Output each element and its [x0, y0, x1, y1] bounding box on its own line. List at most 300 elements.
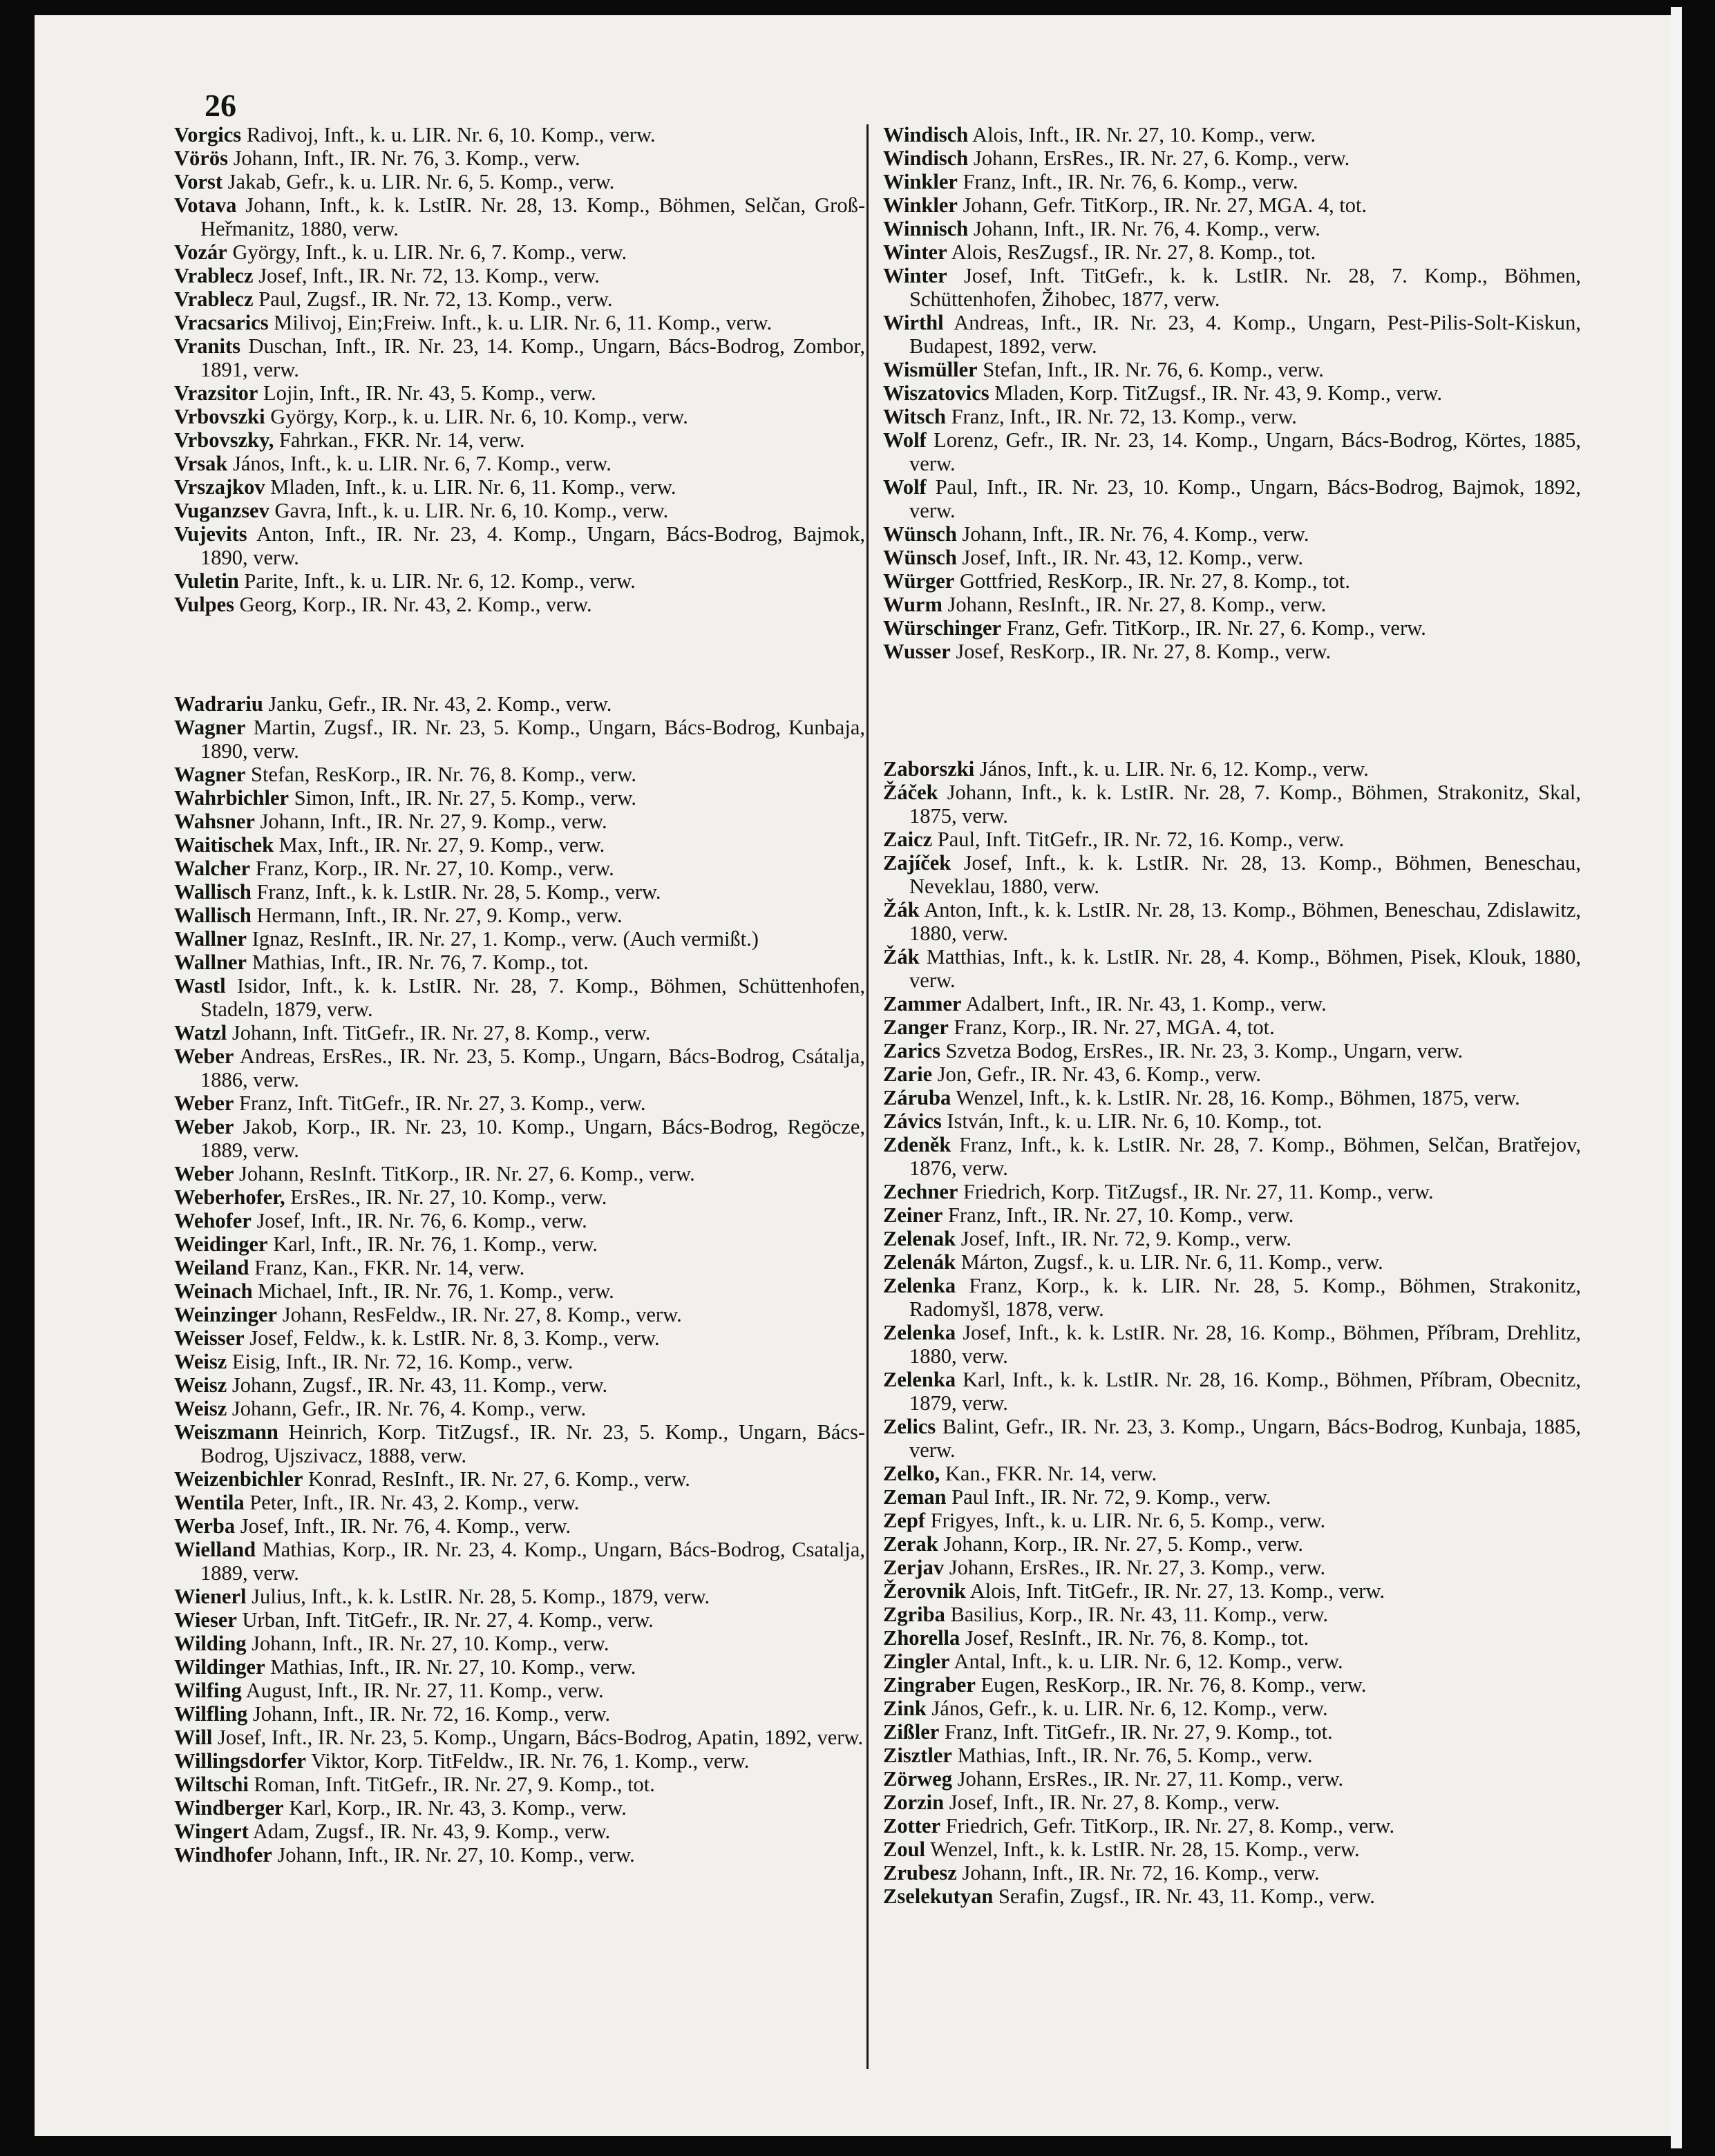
entry-surname: Willingsdorfer: [174, 1749, 306, 1773]
entry-surname: Weinach: [174, 1279, 253, 1303]
casualty-entry: [174, 381, 865, 405]
entry-surname: Winkler: [883, 170, 958, 193]
entry-surname: Wilfing: [174, 1679, 242, 1702]
entry-details: Max, Inft., IR. Nr. 27, 9. Komp., verw.: [274, 833, 605, 857]
entry-details: Mathias, Korp., IR. Nr. 23, 4. Komp., Ungarn, Bács-Bodrog, Csatalja, 1889, verw.: [200, 1538, 865, 1585]
entry-details: János, Inft., k. u. LIR. Nr. 6, 7. Komp., verw.: [227, 452, 612, 475]
entry-details: Franz, Inft., IR. Nr. 76, 6. Komp., verw.: [957, 170, 1298, 193]
entry-details: Eisig, Inft., IR. Nr. 72, 16. Komp., verw.: [227, 1350, 574, 1373]
right-column: [883, 123, 1581, 1908]
entry-details: Matthias, Inft., k. k. LstIR. Nr. 28, 4. Komp., Böhmen, Pisek, Klouk, 1880, verw.: [909, 945, 1581, 992]
entry-surname: Wusser: [883, 640, 951, 663]
entry-surname: Vrablecz: [174, 264, 254, 287]
casualty-entry: [883, 1462, 1581, 1485]
casualty-entry: [174, 1420, 865, 1467]
entry-surname: Wurm: [883, 593, 942, 616]
casualty-entry: [174, 1185, 865, 1209]
casualty-entry: [883, 828, 1581, 851]
entry-details: Jakab, Gefr., k. u. LIR. Nr. 6, 5. Komp., verw.: [222, 170, 615, 193]
casualty-entry: [883, 1415, 1581, 1462]
entry-details: Johann, Inft., IR. Nr. 27, 10. Komp., verw.: [272, 1843, 635, 1867]
casualty-entry: [174, 1796, 865, 1820]
entry-surname: Zrubesz: [883, 1861, 957, 1885]
entry-details: Johann, Inft., IR. Nr. 72, 16. Komp., verw.: [956, 1861, 1320, 1885]
casualty-entry: [883, 546, 1581, 569]
entry-details: Johann, Inft., IR. Nr. 76, 4. Komp., verw.: [956, 522, 1309, 546]
casualty-entry: [174, 1209, 865, 1232]
entry-details: Josef, Inft. TitGefr., k. k. LstIR. Nr. 28, 7. Komp., Böhmen, Schüttenhofen, Žihobec, 1877, verw.: [909, 264, 1581, 311]
casualty-entry: [883, 193, 1581, 217]
casualty-entry: [883, 1180, 1581, 1203]
entry-surname: Weber: [174, 1044, 234, 1068]
entry-surname: Weidinger: [174, 1232, 268, 1256]
entry-surname: Zorzin: [883, 1791, 945, 1814]
entry-surname: Winter: [883, 240, 947, 264]
casualty-entry: [883, 358, 1581, 381]
casualty-entry: [174, 405, 865, 428]
casualty-entry: [174, 1749, 865, 1773]
casualty-entry: [174, 593, 865, 616]
entry-details: Julius, Inft., k. k. LstIR. Nr. 28, 5. Komp., 1879, verw.: [246, 1585, 710, 1608]
entry-surname: Wahrbichler: [174, 786, 290, 810]
entry-surname: Wünsch: [883, 546, 957, 569]
entry-details: Anton, Inft., IR. Nr. 23, 4. Komp., Ungarn, Bács-Bodrog, Bajmok, 1890, verw.: [200, 522, 865, 569]
casualty-entry: [883, 428, 1581, 475]
entry-surname: Vozár: [174, 240, 227, 264]
entry-details: Alois, Inft., IR. Nr. 27, 10. Komp., verw.: [968, 123, 1316, 146]
entry-details: Konrad, ResInft., IR. Nr. 27, 6. Komp., verw.: [303, 1467, 690, 1491]
casualty-entry: [883, 781, 1581, 828]
casualty-entry: [174, 692, 865, 716]
entry-surname: Wiszatovics: [883, 381, 989, 405]
page-edge-strip: [1671, 7, 1682, 2148]
entry-details: Karl, Korp., IR. Nr. 43, 3. Komp., verw.: [283, 1796, 627, 1820]
entry-surname: Weber: [174, 1091, 234, 1115]
entry-details: Johann, Inft. TitGefr., IR. Nr. 27, 8. Komp., verw.: [227, 1021, 651, 1044]
entry-details: Andreas, Inft., IR. Nr. 23, 4. Komp., Ungarn, Pest-Pilis-Solt-Kiskun, Budapest, 1892, verw.: [909, 311, 1581, 358]
entry-surname: Zdeněk: [883, 1133, 951, 1156]
column-divider: [866, 124, 869, 2069]
entry-details: Janku, Gefr., IR. Nr. 43, 2. Komp., verw.: [263, 692, 612, 716]
entry-details: Johann, Korp., IR. Nr. 27, 5. Komp., verw.: [938, 1532, 1303, 1556]
entry-details: Mathias, Inft., IR. Nr. 27, 10. Komp., verw.: [265, 1655, 636, 1679]
entry-surname: Wünsch: [883, 522, 957, 546]
entry-surname: Vörös: [174, 146, 228, 170]
entry-details: Adam, Zugsf., IR. Nr. 43, 9. Komp., verw.: [248, 1820, 611, 1843]
casualty-entry: [174, 1115, 865, 1162]
entry-details: Josef, ResKorp., IR. Nr. 27, 8. Komp., verw.: [950, 640, 1332, 663]
casualty-entry: [174, 1397, 865, 1420]
entry-surname: Záruba: [883, 1086, 951, 1109]
casualty-entry: [174, 763, 865, 786]
casualty-entry: [883, 381, 1581, 405]
entry-details: Josef, Inft., IR. Nr. 27, 8. Komp., verw.: [944, 1791, 1280, 1814]
casualty-entry: [883, 1885, 1581, 1908]
casualty-entry: [883, 640, 1581, 663]
entry-details: Gottfried, ResKorp., IR. Nr. 27, 8. Komp., tot.: [954, 569, 1351, 593]
entry-surname: Weisz: [174, 1373, 227, 1397]
group-separator: [174, 616, 865, 692]
entry-details: Josef, Feldw., k. k. LstIR. Nr. 8, 3. Komp., verw.: [244, 1326, 660, 1350]
casualty-entry: [174, 1303, 865, 1326]
entry-surname: Vujevits: [174, 522, 247, 546]
entry-surname: Vrszajkov: [174, 475, 265, 499]
entry-details: Josef, Inft., k. k. LstIR. Nr. 28, 16. Komp., Böhmen, Příbram, Drehlitz, 1880, verw.: [909, 1321, 1581, 1368]
casualty-entry: [883, 1039, 1581, 1062]
entry-details: Stefan, Inft., IR. Nr. 76, 6. Komp., verw.: [977, 358, 1324, 381]
casualty-entry: [883, 1109, 1581, 1133]
entry-surname: Windisch: [883, 123, 969, 146]
entry-surname: Zingler: [883, 1650, 950, 1673]
casualty-entry: [174, 240, 865, 264]
entry-details: Franz, Korp., IR. Nr. 27, MGA. 4, tot.: [948, 1015, 1275, 1039]
entry-details: Franz, Inft. TitGefr., IR. Nr. 27, 9. Komp., tot.: [939, 1720, 1333, 1744]
entry-surname: Vorst: [174, 170, 223, 193]
casualty-entry: [174, 1585, 865, 1608]
entry-details: Wenzel, Inft., k. k. LstIR. Nr. 28, 16. Komp., Böhmen, 1875, verw.: [951, 1086, 1520, 1109]
entry-details: Johann, Inft., IR. Nr. 72, 16. Komp., verw.: [247, 1702, 611, 1726]
casualty-entry: [174, 1021, 865, 1044]
entry-details: Franz, Inft., IR. Nr. 72, 13. Komp., verw.: [945, 405, 1297, 428]
entry-surname: Winkler: [883, 193, 958, 217]
entry-surname: Wieser: [174, 1608, 237, 1632]
entry-details: Johann, Inft., IR. Nr. 27, 9. Komp., verw.: [254, 810, 607, 833]
entry-surname: Zarie: [883, 1062, 933, 1086]
entry-surname: Zammer: [883, 992, 962, 1015]
casualty-entry: [883, 1532, 1581, 1556]
entry-surname: Weisser: [174, 1326, 245, 1350]
casualty-entry: [174, 522, 865, 569]
entry-surname: Vuletin: [174, 569, 239, 593]
casualty-entry: [883, 593, 1581, 616]
casualty-entry: [883, 1321, 1581, 1368]
entry-surname: Wolf: [883, 428, 927, 452]
entry-surname: Zechner: [883, 1180, 958, 1203]
entry-surname: Weisz: [174, 1350, 227, 1373]
entry-surname: Wehofer: [174, 1209, 252, 1232]
entry-details: Johann, Gefr., IR. Nr. 76, 4. Komp., verw.: [227, 1397, 587, 1420]
casualty-entry: [174, 1632, 865, 1655]
casualty-entry: [174, 264, 865, 287]
casualty-entry: [883, 1720, 1581, 1744]
entry-surname: Zelenka: [883, 1368, 956, 1391]
entry-surname: Weber: [174, 1162, 234, 1185]
entry-surname: Zink: [883, 1697, 927, 1720]
entry-details: Josef, Inft., k. k. LstIR. Nr. 28, 13. Komp., Böhmen, Beneschau, Neveklau, 1880, verw.: [909, 851, 1581, 898]
casualty-entry: [883, 1861, 1581, 1885]
casualty-entry: [883, 1556, 1581, 1579]
casualty-entry: [174, 193, 865, 240]
entry-details: August, Inft., IR. Nr. 27, 11. Komp., verw.: [241, 1679, 604, 1702]
entry-surname: Žák: [883, 945, 920, 969]
entry-details: Johann, ErsRes., IR. Nr. 27, 11. Komp., verw.: [951, 1767, 1344, 1791]
entry-details: Josef, Inft., IR. Nr. 23, 5. Komp., Ungarn, Bács-Bodrog, Apatin, 1892, verw.: [212, 1726, 864, 1749]
entry-surname: Windisch: [883, 146, 969, 170]
entry-surname: Vulpes: [174, 593, 235, 616]
entry-details: Milivoj, Ein;Freiw. Inft., k. u. LIR. Nr. 6, 11. Komp., verw.: [268, 311, 773, 334]
entry-surname: Závics: [883, 1109, 942, 1133]
entry-group-v: [174, 123, 865, 616]
entry-surname: Wallisch: [174, 904, 252, 927]
casualty-entry: [883, 1368, 1581, 1415]
casualty-entry: [174, 1091, 865, 1115]
entry-surname: Wahsner: [174, 810, 255, 833]
entry-surname: Wismüller: [883, 358, 978, 381]
entry-surname: Wagner: [174, 716, 246, 739]
entry-details: Johann, Inft., IR. Nr. 27, 10. Komp., verw.: [246, 1632, 609, 1655]
entry-details: Parite, Inft., k. u. LIR. Nr. 6, 12. Komp., verw.: [238, 569, 636, 593]
entry-surname: Vorgics: [174, 123, 242, 146]
entry-surname: Will: [174, 1726, 213, 1749]
entry-surname: Votava: [174, 193, 237, 217]
entry-surname: Walcher: [174, 857, 251, 880]
entry-details: Georg, Korp., IR. Nr. 43, 2. Komp., verw.: [234, 593, 592, 616]
entry-details: Johann, Inft., IR. Nr. 76, 4. Komp., verw.: [968, 217, 1320, 240]
entry-details: Josef, ResInft., IR. Nr. 76, 8. Komp., tot.: [960, 1626, 1309, 1650]
group-separator: [883, 663, 1581, 757]
casualty-entry: [883, 898, 1581, 945]
entry-details: Balint, Gefr., IR. Nr. 23, 3. Komp., Ungarn, Bács-Bodrog, Kunbaja, 1885, verw.: [909, 1415, 1581, 1462]
entry-details: Peter, Inft., IR. Nr. 43, 2. Komp., verw.: [244, 1491, 580, 1514]
casualty-entry: [883, 1838, 1581, 1861]
entry-details: Frigyes, Inft., k. u. LIR. Nr. 6, 5. Komp., verw.: [925, 1509, 1326, 1532]
entry-details: Johann, Zugsf., IR. Nr. 43, 11. Komp., verw.: [227, 1373, 608, 1397]
entry-details: Viktor, Korp. TitFeldw., IR. Nr. 76, 1. Komp., verw.: [305, 1749, 750, 1773]
entry-details: Karl, Inft., IR. Nr. 76, 1. Komp., verw.: [267, 1232, 598, 1256]
casualty-entry: [883, 1227, 1581, 1250]
casualty-entry: [883, 1673, 1581, 1697]
casualty-entry: [883, 1086, 1581, 1109]
casualty-entry: [174, 1044, 865, 1091]
entry-details: Franz, Kan., FKR. Nr. 14, verw.: [249, 1256, 525, 1279]
entry-surname: Zelenák: [883, 1250, 956, 1274]
entry-details: Martin, Zugsf., IR. Nr. 23, 5. Komp., Ungarn, Bács-Bodrog, Kunbaja, 1890, verw.: [200, 716, 865, 763]
entry-details: Antal, Inft., k. u. LIR. Nr. 6, 12. Komp., verw.: [949, 1650, 1343, 1673]
casualty-entry: [174, 123, 865, 146]
casualty-entry: [883, 616, 1581, 640]
entry-surname: Zaborszki: [883, 757, 975, 781]
entry-details: Paul, Zugsf., IR. Nr. 72, 13. Komp., verw.: [253, 287, 613, 311]
entry-details: Franz, Korp., k. k. LIR. Nr. 28, 5. Komp., Böhmen, Strakonitz, Radomyšl, 1878, verw.: [909, 1274, 1581, 1321]
entry-surname: Würschinger: [883, 616, 1002, 640]
entry-surname: Zotter: [883, 1814, 940, 1838]
entry-surname: Waitischek: [174, 833, 274, 857]
entry-surname: Würger: [883, 569, 955, 593]
casualty-entry: [883, 1485, 1581, 1509]
casualty-entry: [883, 1650, 1581, 1673]
entry-details: Franz, Gefr. TitKorp., IR. Nr. 27, 6. Komp., verw.: [1001, 616, 1426, 640]
entry-details: Urban, Inft. TitGefr., IR. Nr. 27, 4. Komp., verw.: [236, 1608, 654, 1632]
entry-details: Friedrich, Gefr. TitKorp., IR. Nr. 27, 8. Komp., verw.: [940, 1814, 1395, 1838]
entry-surname: Windhofer: [174, 1843, 272, 1867]
entry-details: Paul Inft., IR. Nr. 72, 9. Komp., verw.: [946, 1485, 1271, 1509]
entry-surname: Winter: [883, 264, 947, 287]
entry-details: Johann, ResFeldw., IR. Nr. 27, 8. Komp., verw.: [277, 1303, 682, 1326]
entry-surname: Zhorella: [883, 1626, 960, 1650]
entry-surname: Vuganzsev: [174, 499, 269, 522]
casualty-entry: [883, 1579, 1581, 1603]
casualty-entry: [883, 1250, 1581, 1274]
casualty-entry: [174, 452, 865, 475]
casualty-entry: [174, 1843, 865, 1867]
entry-details: Franz, Inft., IR. Nr. 27, 10. Komp., verw.: [942, 1203, 1294, 1227]
entry-surname: Zselekutyan: [883, 1885, 994, 1908]
entry-surname: Zisztler: [883, 1744, 952, 1767]
entry-details: Lojin, Inft., IR. Nr. 43, 5. Komp., verw.: [258, 381, 596, 405]
entry-details: ErsRes., IR. Nr. 27, 10. Komp., verw.: [285, 1185, 607, 1209]
casualty-entry: [174, 569, 865, 593]
entry-surname: Vrazsitor: [174, 381, 258, 405]
entry-surname: Zelenak: [883, 1227, 956, 1250]
entry-details: Jon, Gefr., IR. Nr. 43, 6. Komp., verw.: [932, 1062, 1261, 1086]
entry-surname: Vrbovszky,: [174, 428, 274, 452]
entry-details: Isidor, Inft., k. k. LstIR. Nr. 28, 7. Komp., Böhmen, Schüttenhofen, Stadeln, 1879, verw.: [200, 974, 865, 1021]
entry-details: Roman, Inft. TitGefr., IR. Nr. 27, 9. Komp., tot.: [248, 1773, 655, 1796]
entry-details: Johann, Inft., k. k. LstIR. Nr. 28, 13. Komp., Böhmen, Selčan, Groß-Heřmanitz, 1880, verw.: [200, 193, 865, 240]
entry-surname: Zelenka: [883, 1274, 956, 1297]
casualty-entry: [883, 405, 1581, 428]
casualty-entry: [883, 170, 1581, 193]
casualty-entry: [174, 974, 865, 1021]
entry-details: Johann, ErsRes., IR. Nr. 27, 6. Komp., verw.: [968, 146, 1350, 170]
entry-surname: Zißler: [883, 1720, 940, 1744]
entry-details: Franz, Inft. TitGefr., IR. Nr. 27, 3. Komp., verw.: [234, 1091, 646, 1115]
entry-details: Eugen, ResKorp., IR. Nr. 76, 8. Komp., verw.: [975, 1673, 1367, 1697]
entry-details: Ignaz, ResInft., IR. Nr. 27, 1. Komp., verw. (Auch vermißt.): [247, 927, 759, 951]
entry-details: Johann, Inft., IR. Nr. 76, 3. Komp., verw.: [227, 146, 580, 170]
casualty-entry: [174, 1162, 865, 1185]
entry-surname: Wingert: [174, 1820, 249, 1843]
entry-details: Johann, ResInft., IR. Nr. 27, 8. Komp., verw.: [942, 593, 1327, 616]
casualty-entry: [174, 287, 865, 311]
casualty-entry: [883, 522, 1581, 546]
entry-surname: Weberhofer,: [174, 1185, 285, 1209]
casualty-entry: [174, 1467, 865, 1491]
casualty-entry: [174, 1373, 865, 1397]
casualty-entry: [883, 1062, 1581, 1086]
casualty-entry: [883, 1274, 1581, 1321]
entry-surname: Zaicz: [883, 828, 933, 851]
entry-details: Serafin, Zugsf., IR. Nr. 43, 11. Komp., verw.: [993, 1885, 1375, 1908]
entry-details: Josef, Inft., IR. Nr. 43, 12. Komp., verw.: [956, 546, 1304, 569]
casualty-entry: [174, 716, 865, 763]
casualty-entry: [883, 1133, 1581, 1180]
casualty-entry: [174, 1514, 865, 1538]
entry-surname: Weisz: [174, 1397, 227, 1420]
casualty-entry: [883, 311, 1581, 358]
entry-surname: Weiszmann: [174, 1420, 278, 1444]
entry-details: Josef, Inft., IR. Nr. 72, 13. Komp., verw.: [253, 264, 600, 287]
entry-details: Johann, ErsRes., IR. Nr. 27, 3. Komp., verw.: [944, 1556, 1326, 1579]
casualty-entry: [883, 240, 1581, 264]
entry-surname: Vrsak: [174, 452, 228, 475]
entry-details: Szvetza Bodog, ErsRes., IR. Nr. 23, 3. Komp., Ungarn, verw.: [940, 1039, 1463, 1062]
entry-group-w: [174, 692, 865, 1867]
entry-surname: Vranits: [174, 334, 241, 358]
entry-surname: Zarics: [883, 1039, 941, 1062]
entry-details: Lorenz, Gefr., IR. Nr. 23, 14. Komp., Ungarn, Bács-Bodrog, Körtes, 1885, verw.: [909, 428, 1581, 475]
page-number: 26: [205, 88, 236, 123]
casualty-entry: [174, 1655, 865, 1679]
casualty-entry: [174, 1608, 865, 1632]
entry-surname: Vrablecz: [174, 287, 254, 311]
entry-details: Alois, Inft. TitGefr., IR. Nr. 27, 13. Komp., verw.: [965, 1579, 1385, 1603]
casualty-entry: [174, 475, 865, 499]
entry-details: Michael, Inft., IR. Nr. 76, 1. Komp., verw.: [252, 1279, 614, 1303]
entry-details: Franz, Inft., k. k. LstIR. Nr. 28, 5. Komp., verw.: [251, 880, 661, 904]
entry-details: Franz, Korp., IR. Nr. 27, 10. Komp., verw.: [250, 857, 614, 880]
casualty-entry: [883, 1767, 1581, 1791]
entry-surname: Wiltschi: [174, 1773, 249, 1796]
casualty-entry: [883, 123, 1581, 146]
casualty-entry: [883, 945, 1581, 992]
casualty-entry: [883, 1814, 1581, 1838]
entry-details: János, Gefr., k. u. LIR. Nr. 6, 12. Komp., verw.: [926, 1697, 1328, 1720]
casualty-entry: [174, 904, 865, 927]
entry-details: Paul, Inft. TitGefr., IR. Nr. 72, 16. Komp., verw.: [932, 828, 1345, 851]
entry-surname: Vracsarics: [174, 311, 269, 334]
entry-details: Márton, Zugsf., k. u. LIR. Nr. 6, 11. Komp., verw.: [956, 1250, 1383, 1274]
entry-details: Friedrich, Korp. TitZugsf., IR. Nr. 27, 11. Komp., verw.: [958, 1180, 1434, 1203]
entry-surname: Wallner: [174, 927, 247, 951]
entry-details: Hermann, Inft., IR. Nr. 27, 9. Komp., verw.: [251, 904, 623, 927]
entry-details: Heinrich, Korp. TitZugsf., IR. Nr. 23, 5. Komp., Ungarn, Bács-Bodrog, Ujszivacz, 1888, verw.: [200, 1420, 865, 1467]
casualty-entry: [174, 311, 865, 334]
entry-details: János, Inft., k. u. LIR. Nr. 6, 12. Komp., verw.: [974, 757, 1369, 781]
casualty-entry: [174, 1538, 865, 1585]
entry-details: Adalbert, Inft., IR. Nr. 43, 1. Komp., verw.: [961, 992, 1327, 1015]
casualty-entry: [174, 1279, 865, 1303]
entry-surname: Weber: [174, 1115, 234, 1138]
entry-surname: Zoul: [883, 1838, 926, 1861]
entry-details: Josef, Inft., IR. Nr. 76, 4. Komp., verw.: [235, 1514, 571, 1538]
entry-details: Kan., FKR. Nr. 14, verw.: [940, 1462, 1157, 1485]
entry-surname: Zepf: [883, 1509, 925, 1532]
casualty-entry: [174, 1679, 865, 1702]
casualty-entry: [174, 857, 865, 880]
entry-surname: Zörweg: [883, 1767, 952, 1791]
casualty-entry: [883, 264, 1581, 311]
entry-surname: Žák: [883, 898, 920, 922]
entry-details: György, Korp., k. u. LIR. Nr. 6, 10. Komp., verw.: [265, 405, 688, 428]
entry-surname: Weizenbichler: [174, 1467, 303, 1491]
casualty-entry: [883, 569, 1581, 593]
entry-details: Franz, Inft., k. k. LstIR. Nr. 28, 7. Komp., Böhmen, Selčan, Bratřejov, 1876, verw.: [909, 1133, 1581, 1180]
entry-details: Fahrkan., FKR. Nr. 14, verw.: [274, 428, 525, 452]
entry-surname: Zeman: [883, 1485, 947, 1509]
casualty-entry: [883, 1015, 1581, 1039]
entry-details: Mladen, Inft., k. u. LIR. Nr. 6, 11. Komp., verw.: [265, 475, 676, 499]
entry-details: Gavra, Inft., k. u. LIR. Nr. 6, 10. Komp., verw.: [269, 499, 669, 522]
casualty-entry: [174, 1726, 865, 1749]
casualty-entry: [174, 170, 865, 193]
casualty-entry: [883, 1203, 1581, 1227]
entry-group-z: [883, 757, 1581, 1908]
casualty-entry: [174, 880, 865, 904]
entry-surname: Wilfling: [174, 1702, 248, 1726]
entry-details: Andreas, ErsRes., IR. Nr. 23, 5. Komp., Ungarn, Bács-Bodrog, Csátalja, 1886, verw.: [200, 1044, 865, 1091]
entry-surname: Zajíček: [883, 851, 951, 875]
entry-details: Johann, ResInft. TitKorp., IR. Nr. 27, 6. Komp., verw.: [234, 1162, 695, 1185]
entry-details: Anton, Inft., k. k. LstIR. Nr. 28, 13. Komp., Böhmen, Beneschau, Zdislawitz, 1880, verw.: [909, 898, 1581, 945]
entry-surname: Wagner: [174, 763, 246, 786]
casualty-entry: [174, 1326, 865, 1350]
entry-details: Josef, Inft., IR. Nr. 76, 6. Komp., verw.: [251, 1209, 587, 1232]
entry-surname: Werba: [174, 1514, 236, 1538]
entry-surname: Wadrariu: [174, 692, 263, 716]
entry-details: Mathias, Inft., IR. Nr. 76, 7. Komp., tot.: [247, 951, 589, 974]
entry-details: Alois, ResZugsf., IR. Nr. 27, 8. Komp., tot.: [947, 240, 1316, 264]
